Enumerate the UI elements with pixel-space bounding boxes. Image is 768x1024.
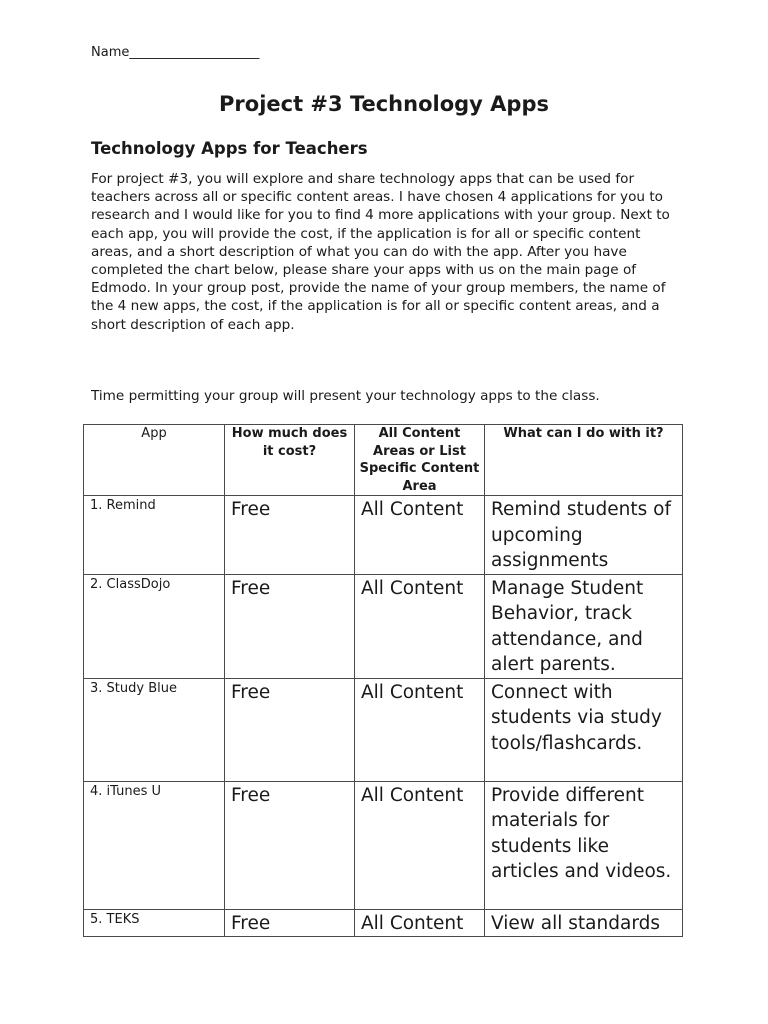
table-row (84, 574, 683, 678)
header-app: App (84, 425, 225, 496)
cost-cell: Free (225, 496, 355, 575)
description-cell: Manage Student Behavior, track attendance, and alert parents. (485, 574, 683, 678)
name-line: Name____________________ (91, 45, 260, 60)
content-area-cell: All Content (355, 909, 485, 937)
header-cost: How much does it cost? (225, 425, 355, 496)
content-area-cell: All Content (355, 496, 485, 575)
description-cell: Provide different materials for students like articles and videos. (485, 781, 683, 909)
content-area-cell: All Content (355, 678, 485, 781)
app-name-cell: 3. Study Blue (84, 678, 225, 781)
page-title: Project #3 Technology Apps (219, 92, 549, 116)
section-subtitle: Technology Apps for Teachers (91, 139, 368, 158)
app-name-cell: 4. iTunes U (84, 781, 225, 909)
description-cell: Connect with students via study tools/flashcards. (485, 678, 683, 781)
apps-table (83, 424, 683, 937)
table-row (84, 781, 683, 909)
app-name-cell: 5. TEKS (84, 909, 225, 937)
table-row (84, 909, 683, 937)
table-row (84, 496, 683, 575)
app-name-cell: 1. Remind (84, 496, 225, 575)
cost-cell: Free (225, 909, 355, 937)
table-row (84, 678, 683, 781)
description-cell: View all standards (485, 909, 683, 937)
intro-paragraph: For project #3, you will explore and share technology apps that can be used for teachers across all or specific content areas. I have chosen 4 applications for you to research and I would like for you to find 4 more applications with your group. Next to each app, you will provide the cost, if the application is for all or specific content areas, and a short description of what you can do with the app. After you have completed the chart below, please share your apps with us on the main page of Edmodo. In your group post, provide the name of your group members, the name of the 4 new apps, the cost, if the application is for all or specific content areas, and a short description of each app. (91, 171, 670, 333)
header-description: What can I do with it? (485, 425, 683, 496)
content-area-cell: All Content (355, 781, 485, 909)
app-name-cell: 2. ClassDojo (84, 574, 225, 678)
cost-cell: Free (225, 574, 355, 678)
table-header-row (84, 425, 683, 496)
cost-cell: Free (225, 678, 355, 781)
time-note: Time permitting your group will present your technology apps to the class. (91, 388, 600, 404)
description-cell: Remind students of upcoming assignments (485, 496, 683, 575)
cost-cell: Free (225, 781, 355, 909)
content-area-cell: All Content (355, 574, 485, 678)
header-content-area: All Content Areas or List Specific Content Area (355, 425, 485, 496)
